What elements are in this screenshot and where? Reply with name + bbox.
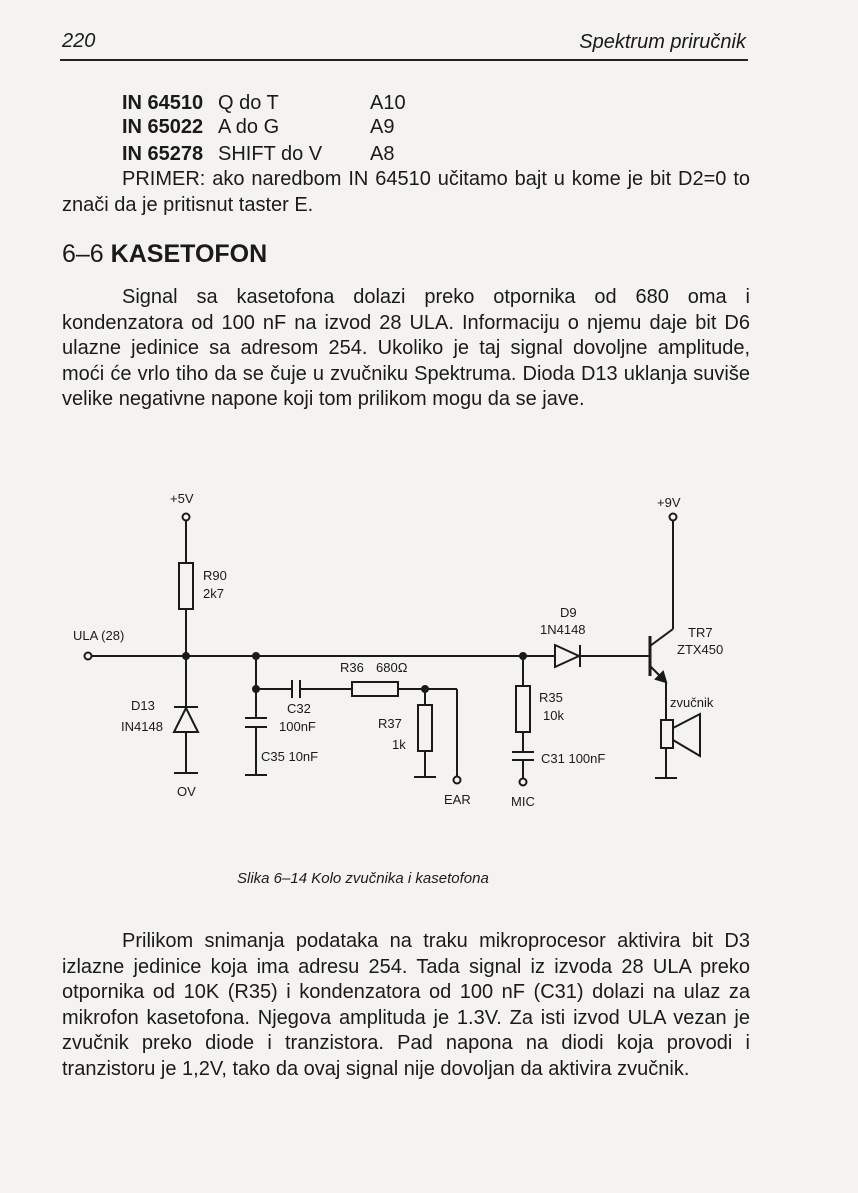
command-keys: SHIFT do V	[218, 143, 323, 165]
label-c32-value: 100nF	[279, 719, 316, 734]
label-mic: MIC	[511, 794, 535, 809]
label-r37: R37	[378, 716, 402, 731]
command-keyword: IN 64510	[122, 92, 204, 114]
label-c35: C35 10nF	[261, 749, 319, 764]
command-keys: A do G	[218, 116, 280, 138]
label-speaker: zvučnik	[670, 695, 714, 710]
command-keys: Q do T	[218, 92, 279, 114]
label-r35-value: 10k	[543, 708, 564, 723]
resistor-r90	[179, 563, 193, 609]
section-title: KASETOFON	[110, 240, 268, 268]
label-ground: OV	[177, 784, 196, 799]
terminal-ear	[454, 777, 461, 784]
label-tr7-value: ZTX450	[677, 642, 724, 657]
resistor-r36	[352, 682, 398, 696]
example-text: PRIMER: ako naredbom IN 64510 učitamo bajt u kome je bit D2=0 to znači da je pritisnut taster E.	[62, 168, 750, 216]
label-r36: R36	[340, 660, 364, 675]
command-keyword: IN 65022	[122, 116, 204, 138]
section-number: 6–6	[62, 240, 104, 268]
label-d13: D13	[131, 698, 155, 713]
label-r90-value: 2k7	[203, 586, 224, 601]
resistor-r37	[418, 705, 432, 751]
resistor-r35	[516, 686, 530, 732]
terminal-9v	[670, 514, 677, 521]
label-d9: D9	[560, 605, 577, 620]
command-line: A8	[370, 143, 395, 165]
label-r35: R35	[539, 690, 563, 705]
command-line: A9	[370, 116, 395, 138]
terminal-5v	[183, 514, 190, 521]
speaker-symbol	[661, 720, 673, 748]
label-9v: +9V	[657, 495, 681, 510]
body-text: Signal sa kasetofona dolazi preko otpornika od 680 oma i kondenzatora od 100 nF na izvod 28 ULA. Informaciju o njemu daje bit D6 ulazne jedinice sa adresom 254. Ukoliko je taj signal dovoljne amplitude, moći će vrlo tiho da se čuje u zvučniku Spektruma. Dioda D13 uklanja suviše velike negativne napone koji tom prilikom mogu da se jave.	[62, 286, 750, 410]
label-ula: ULA (28)	[73, 628, 125, 643]
terminal-ula	[85, 653, 92, 660]
diode-d13	[174, 708, 198, 732]
body-text: Prilikom snimanja podataka na traku mikroprocesor aktivira bit D3 izlazne jedinice koja ima adresu 254. Tada signal iz izvoda 28 ULA preko otpornika od 10K (R35) i kondenzatora od 100 nF (C31) dolazi na ulaz za mikrofon kasetofona. Njegova amplituda je 1.3V. Za isti izvod ULA vezan je zvučnik preko diode i tranzistora. Pad napona na diodi koja provodi i tranzistoru je 1,2V, tako da ovaj signal nije dovoljan da aktivira zvučnik.	[62, 930, 750, 1080]
label-r36-value: 680Ω	[376, 660, 408, 675]
label-r90: R90	[203, 568, 227, 583]
label-5v: +5V	[170, 491, 194, 506]
label-r37-value: 1k	[392, 737, 406, 752]
command-line: A10	[370, 92, 406, 114]
label-tr7: TR7	[688, 625, 713, 640]
running-title: Spektrum priručnik	[579, 31, 746, 53]
label-d9-value: 1N4148	[540, 622, 586, 637]
terminal-mic	[520, 779, 527, 786]
label-c32: C32	[287, 701, 311, 716]
label-c31: C31 100nF	[541, 751, 606, 766]
command-keyword: IN 65278	[122, 143, 204, 165]
label-d13-value: IN4148	[121, 719, 163, 734]
label-ear: EAR	[444, 792, 471, 807]
page-number: 220	[62, 30, 96, 52]
figure-caption: Slika 6–14 Kolo zvučnika i kasetofona	[237, 870, 489, 887]
diode-d9	[555, 645, 579, 667]
body-paragraph	[62, 929, 750, 1082]
